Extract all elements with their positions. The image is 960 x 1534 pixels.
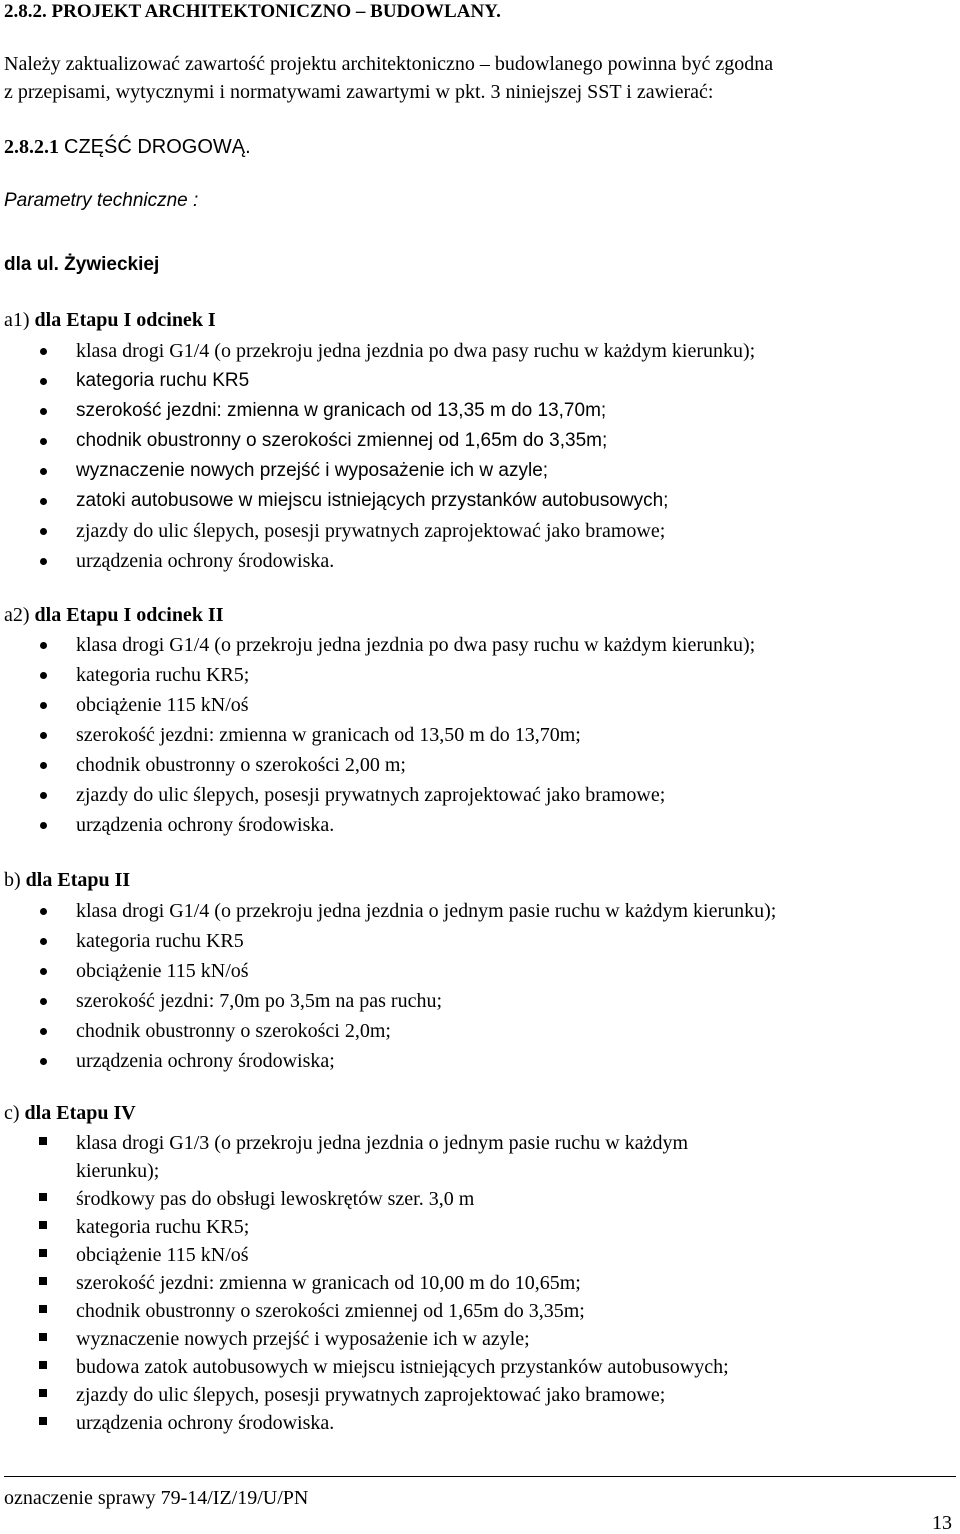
list-item: szerokość jezdni: zmienna w granicach od 13,50 m do 13,70m;	[0, 720, 960, 750]
b-heading	[4, 868, 130, 892]
list-item: klasa drogi G1/4 (o przekroju jedna jezdnia o jednym pasie ruchu w każdym kierunku);	[0, 896, 960, 926]
list-item: wyznaczenie nowych przejść i wyposażenie ich w azyle;	[0, 456, 960, 486]
list-item: klasa drogi G1/4 (o przekroju jedna jezdnia po dwa pasy ruchu w każdym kierunku);	[0, 630, 960, 660]
list-item: klasa drogi G1/3 (o przekroju jedna jezdnia o jednym pasie ruchu w każdym	[0, 1129, 960, 1157]
square-bullet-icon	[39, 1361, 47, 1369]
list-item: zjazdy do ulic ślepych, posesji prywatnych zaprojektować jako bramowe;	[0, 780, 960, 810]
list-item: kategoria ruchu KR5	[0, 366, 960, 396]
list-item: budowa zatok autobusowych w miejscu istniejących przystanków autobusowych;	[0, 1353, 960, 1381]
bullet-icon	[40, 732, 47, 739]
bullet-icon	[40, 762, 47, 769]
bullet-icon	[40, 558, 47, 565]
bullet-icon	[40, 792, 47, 799]
bullet-icon	[40, 672, 47, 679]
bullet-icon	[40, 702, 47, 709]
bullet-icon	[40, 378, 47, 385]
square-bullet-icon	[39, 1221, 47, 1229]
bullet-icon	[40, 528, 47, 535]
list-item: chodnik obustronny o szerokości 2,00 m;	[0, 750, 960, 780]
a1-heading	[4, 308, 216, 332]
a1-title: dla Etapu I odcinek I	[34, 309, 216, 331]
a1-prefix: a1)	[4, 309, 30, 331]
a2-prefix: a2)	[4, 604, 30, 626]
list-item: kategoria ruchu KR5;	[0, 660, 960, 690]
b-title: dla Etapu II	[25, 869, 131, 891]
a2-list	[0, 630, 960, 840]
bullet-icon	[40, 1028, 47, 1035]
list-item-continuation: kierunku);	[76, 1160, 160, 1182]
intro-line-1: Należy zaktualizować zawartość projektu architektoniczno – budowlanego powinna być zgodna	[4, 53, 774, 75]
bullet-icon	[40, 642, 47, 649]
bullet-icon	[40, 438, 47, 445]
list-item: kategoria ruchu KR5;	[0, 1213, 960, 1241]
bullet-icon	[40, 908, 47, 915]
square-bullet-icon	[39, 1389, 47, 1397]
square-bullet-icon	[39, 1193, 47, 1201]
bullet-icon	[40, 998, 47, 1005]
square-bullet-icon	[39, 1277, 47, 1285]
street-label: dla ul. Żywieckiej	[4, 254, 160, 275]
c-prefix: c)	[4, 1102, 20, 1124]
list-item: szerokość jezdni: zmienna w granicach od 10,00 m do 10,65m;	[0, 1269, 960, 1297]
bullet-icon	[40, 348, 47, 355]
list-item: szerokość jezdni: 7,0m po 3,5m na pas ruchu;	[0, 986, 960, 1016]
square-bullet-icon	[39, 1333, 47, 1341]
b-list	[0, 896, 960, 1076]
footer-case-label: oznaczenie sprawy 79-14/IZ/19/U/PN	[4, 1487, 309, 1509]
section-title: CZĘŚĆ DROGOWĄ.	[64, 136, 251, 158]
a1-list	[0, 336, 960, 576]
square-bullet-icon	[39, 1417, 47, 1425]
square-bullet-icon	[39, 1305, 47, 1313]
list-item: szerokość jezdni: zmienna w granicach od 13,35 m do 13,70m;	[0, 396, 960, 426]
list-item: zatoki autobusowe w miejscu istniejących przystanków autobusowych;	[0, 486, 960, 516]
list-item: chodnik obustronny o szerokości zmiennej od 1,65m do 3,35m;	[0, 1297, 960, 1325]
list-item: środkowy pas do obsługi lewoskrętów szer. 3,0 m	[0, 1185, 960, 1213]
c-title: dla Etapu IV	[24, 1102, 136, 1124]
heading: 2.8.2. PROJEKT ARCHITEKTONICZNO – BUDOWLANY.	[4, 1, 501, 22]
b-prefix: b)	[4, 869, 21, 891]
list-item: chodnik obustronny o szerokości 2,0m;	[0, 1016, 960, 1046]
list-item: urządzenia ochrony środowiska.	[0, 810, 960, 840]
params-label: Parametry techniczne :	[4, 190, 199, 211]
list-item: zjazdy do ulic ślepych, posesji prywatnych zaprojektować jako bramowe;	[0, 1381, 960, 1409]
list-item: chodnik obustronny o szerokości zmiennej od 1,65m do 3,35m;	[0, 426, 960, 456]
list-item: urządzenia ochrony środowiska.	[0, 546, 960, 576]
bullet-icon	[40, 1058, 47, 1065]
list-item: obciążenie 115 kN/oś	[0, 1241, 960, 1269]
bullet-icon	[40, 408, 47, 415]
footer-divider	[4, 1476, 956, 1477]
a2-heading	[4, 603, 224, 627]
section-number: 2.8.2.1	[4, 136, 59, 158]
c-list	[0, 1129, 960, 1437]
bullet-icon	[40, 498, 47, 505]
list-item: urządzenia ochrony środowiska.	[0, 1409, 960, 1437]
square-bullet-icon	[39, 1249, 47, 1257]
list-item: klasa drogi G1/4 (o przekroju jedna jezdnia po dwa pasy ruchu w każdym kierunku);	[0, 336, 960, 366]
section-heading	[4, 135, 251, 159]
list-item: obciążenie 115 kN/oś	[0, 956, 960, 986]
bullet-icon	[40, 468, 47, 475]
bullet-icon	[40, 938, 47, 945]
c-heading	[4, 1101, 136, 1125]
page-number: 13	[932, 1512, 952, 1534]
list-item: kategoria ruchu KR5	[0, 926, 960, 956]
list-item: wyznaczenie nowych przejść i wyposażenie ich w azyle;	[0, 1325, 960, 1353]
square-bullet-icon	[39, 1137, 47, 1145]
list-item: urządzenia ochrony środowiska;	[0, 1046, 960, 1076]
list-item: zjazdy do ulic ślepych, posesji prywatnych zaprojektować jako bramowe;	[0, 516, 960, 546]
a2-title: dla Etapu I odcinek II	[34, 604, 224, 626]
list-item: obciążenie 115 kN/oś	[0, 690, 960, 720]
intro-line-2: z przepisami, wytycznymi i normatywami zawartymi w pkt. 3 niniejszej SST i zawierać:	[4, 81, 714, 103]
bullet-icon	[40, 822, 47, 829]
bullet-icon	[40, 968, 47, 975]
